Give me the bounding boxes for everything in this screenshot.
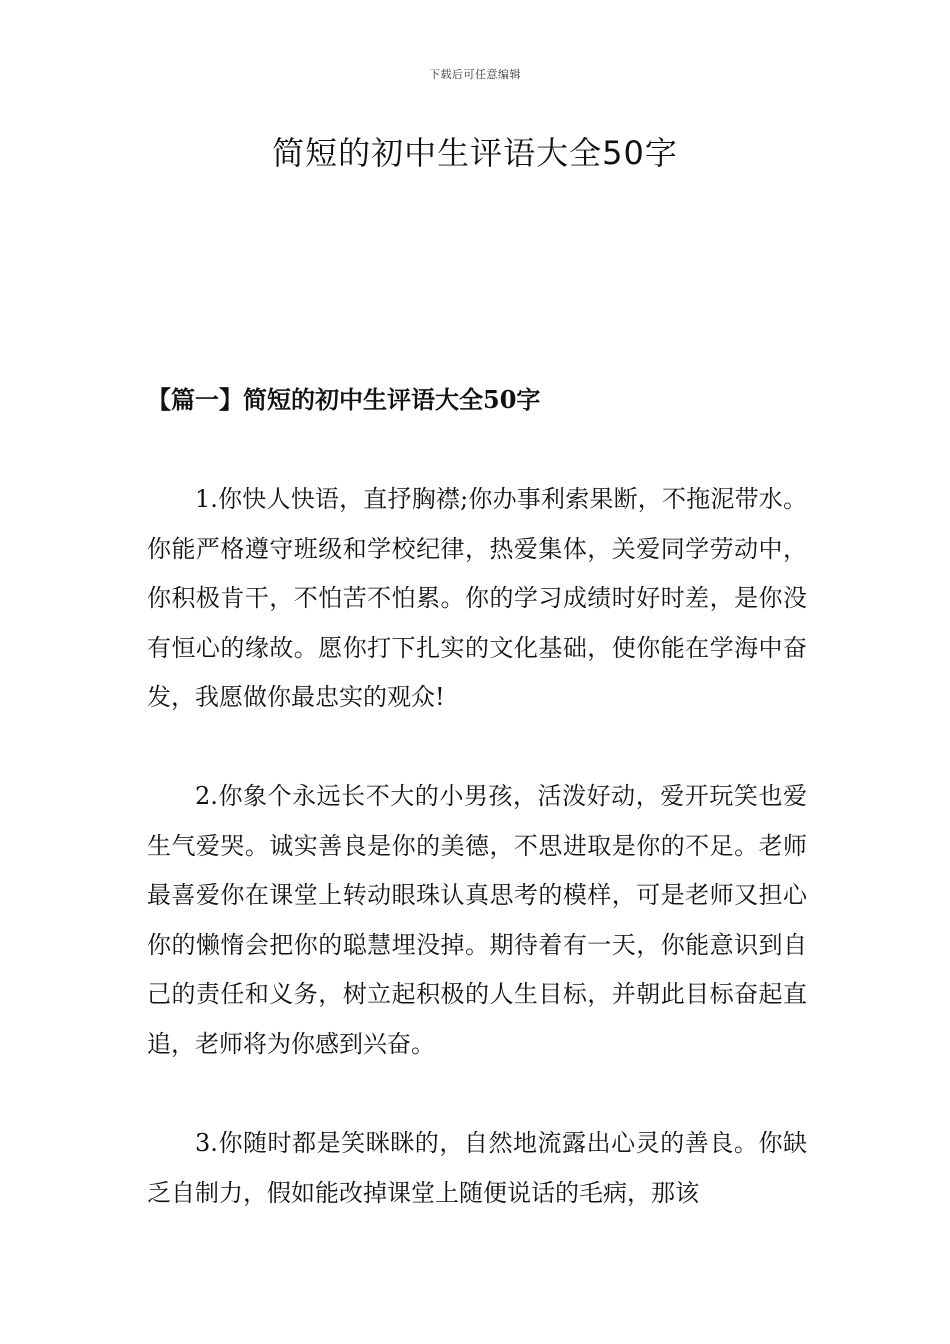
paragraph-1: 1.你快人快语，直抒胸襟;你办事利索果断，不拖泥带水。你能严格遵守班级和学校纪律，热爱集体，关爱同学劳动中，你积极肯干，不怕苦不怕累。你的学习成绩时好时差，是你没有恒心的缘故。愿你打下扎实的文化基础，使你能在学海中奋发，我愿做你最忠实的观众!	[147, 485, 807, 711]
section-heading: 【篇一】简短的初中生评语大全50字	[147, 385, 541, 414]
paragraph-3: 3.你随时都是笑眯眯的，自然地流露出心灵的善良。你缺乏自制力，假如能改掉课堂上随便说话的毛病，那该	[147, 1129, 807, 1207]
download-note: 下载后可任意编辑	[429, 68, 521, 81]
paragraph-2: 2.你象个永远长不大的小男孩，活泼好动，爱开玩笑也爱生气爱哭。诚实善良是你的美德，不思进取是你的不足。老师最喜爱你在课堂上转动眼珠认真思考的模样，可是老师又担心你的懒惰会把你的聪慧埋没掉。期待着有一天，你能意识到自己的责任和义务，树立起积极的人生目标，并朝此目标奋起直追，老师将为你感到兴奋。	[147, 782, 807, 1058]
document-title: 简短的初中生评语大全50字	[272, 134, 678, 172]
